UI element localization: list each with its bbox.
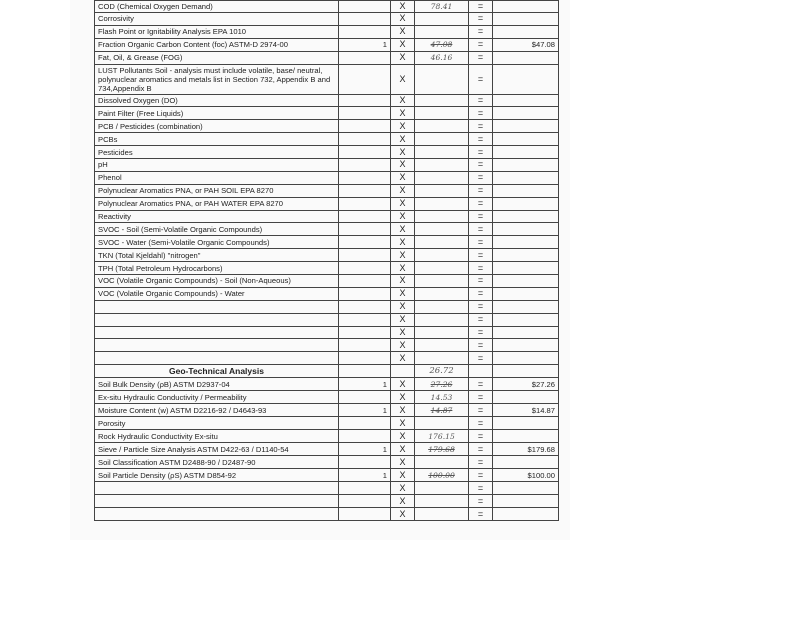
x-mark: X — [391, 352, 415, 365]
equals: = — [469, 456, 493, 469]
unit-price — [415, 133, 469, 146]
total — [493, 352, 559, 365]
desc: Polynuclear Aromatics PNA, or PAH SOIL EPA 8270 — [95, 184, 339, 197]
desc — [95, 352, 339, 365]
x-mark: X — [391, 159, 415, 172]
table-row — [95, 326, 559, 339]
total — [493, 417, 559, 430]
qty — [339, 146, 391, 159]
geo-note: 26.72 — [415, 365, 469, 378]
qty — [339, 275, 391, 288]
table-row — [95, 287, 559, 300]
x-mark: X — [391, 339, 415, 352]
x-mark: X — [391, 25, 415, 38]
qty — [339, 287, 391, 300]
unit-price — [415, 210, 469, 223]
desc: Corrosivity — [95, 13, 339, 26]
unit-price: 176.15 — [415, 430, 469, 443]
total: $100.00 — [493, 469, 559, 482]
desc: Phenol — [95, 171, 339, 184]
x-mark: X — [391, 236, 415, 249]
desc: SVOC - Soil (Semi-Volatile Organic Compounds) — [95, 223, 339, 236]
total — [493, 223, 559, 236]
equals: = — [469, 38, 493, 51]
equals: = — [469, 391, 493, 404]
total — [493, 236, 559, 249]
unit-price — [415, 13, 469, 26]
equals: = — [469, 64, 493, 94]
equals: = — [469, 417, 493, 430]
unit-price — [415, 300, 469, 313]
unit-price — [415, 197, 469, 210]
desc: Soil Classification ASTM D2488-90 / D2487-90 — [95, 456, 339, 469]
total — [493, 262, 559, 275]
equals: = — [469, 94, 493, 107]
desc: TKN (Total Kjeldahl) "nitrogen" — [95, 249, 339, 262]
x-mark: X — [391, 51, 415, 64]
table-row — [95, 249, 559, 262]
unit-price: 100.00 — [415, 469, 469, 482]
total — [493, 326, 559, 339]
x-mark: X — [391, 171, 415, 184]
desc — [95, 495, 339, 508]
geo-title: Geo-Technical Analysis — [95, 365, 339, 378]
qty — [339, 107, 391, 120]
table-row — [95, 456, 559, 469]
desc: Fraction Organic Carbon Content (foc) ASTM-D 2974-00 — [95, 38, 339, 51]
qty — [339, 120, 391, 133]
x-mark: X — [391, 1, 415, 13]
qty — [339, 171, 391, 184]
desc — [95, 508, 339, 521]
x-mark: X — [391, 38, 415, 51]
qty — [339, 223, 391, 236]
unit-price: 47.08 — [415, 38, 469, 51]
unit-price — [415, 417, 469, 430]
table-row — [95, 469, 559, 482]
table-row — [95, 133, 559, 146]
equals: = — [469, 184, 493, 197]
qty: 1 — [339, 378, 391, 391]
x-mark: X — [391, 184, 415, 197]
qty — [339, 495, 391, 508]
table-row — [95, 275, 559, 288]
total — [493, 159, 559, 172]
qty: 1 — [339, 469, 391, 482]
x-mark: X — [391, 508, 415, 521]
table-row — [95, 25, 559, 38]
total — [493, 64, 559, 94]
x-mark: X — [391, 133, 415, 146]
desc: PCB / Pesticides (combination) — [95, 120, 339, 133]
desc: Sieve / Particle Size Analysis ASTM D422-63 / D1140-54 — [95, 443, 339, 456]
x-mark: X — [391, 13, 415, 26]
x-mark: X — [391, 391, 415, 404]
unit-price — [415, 184, 469, 197]
unit-price — [415, 313, 469, 326]
table-row — [95, 300, 559, 313]
total: $27.26 — [493, 378, 559, 391]
desc: VOC (Volatile Organic Compounds) - Water — [95, 287, 339, 300]
unit-price: 46.16 — [415, 51, 469, 64]
total — [493, 287, 559, 300]
desc: Ex-situ Hydraulic Conductivity / Permeability — [95, 391, 339, 404]
unit-price — [415, 262, 469, 275]
x-mark: X — [391, 443, 415, 456]
table-row — [95, 508, 559, 521]
unit-price: 14.87 — [415, 404, 469, 417]
qty — [339, 236, 391, 249]
desc: Paint Filter (Free Liquids) — [95, 107, 339, 120]
analysis-table — [94, 0, 559, 521]
x-mark: X — [391, 469, 415, 482]
qty — [339, 25, 391, 38]
table-row — [95, 378, 559, 391]
desc: LUST Pollutants Soil - analysis must include volatile, base/ neutral, polynuclear aromatics and metals list in Section 732, Appendix B and 734,Appendix B — [95, 64, 339, 94]
unit-price — [415, 495, 469, 508]
total — [493, 275, 559, 288]
table-row — [95, 171, 559, 184]
equals: = — [469, 430, 493, 443]
qty — [339, 249, 391, 262]
desc: pH — [95, 159, 339, 172]
desc: PCBs — [95, 133, 339, 146]
unit-price — [415, 159, 469, 172]
unit-price — [415, 326, 469, 339]
qty — [339, 508, 391, 521]
qty: 1 — [339, 443, 391, 456]
total — [493, 184, 559, 197]
table-row — [95, 313, 559, 326]
qty — [339, 430, 391, 443]
equals: = — [469, 404, 493, 417]
table-row — [95, 236, 559, 249]
unit-price: 78.41 — [415, 1, 469, 13]
equals: = — [469, 171, 493, 184]
total: $179.68 — [493, 443, 559, 456]
qty — [339, 391, 391, 404]
total — [493, 339, 559, 352]
desc: Soil Particle Density (ρS) ASTM D854-92 — [95, 469, 339, 482]
equals: = — [469, 13, 493, 26]
unit-price — [415, 171, 469, 184]
desc: Moisture Content (w) ASTM D2216-92 / D4643-93 — [95, 404, 339, 417]
unit-price — [415, 339, 469, 352]
equals: = — [469, 352, 493, 365]
qty: 1 — [339, 38, 391, 51]
table-row — [95, 430, 559, 443]
desc: Flash Point or Ignitability Analysis EPA 1010 — [95, 25, 339, 38]
total: $47.08 — [493, 38, 559, 51]
desc: TPH (Total Petroleum Hydrocarbons) — [95, 262, 339, 275]
total — [493, 13, 559, 26]
total — [493, 508, 559, 521]
unit-price: 179.68 — [415, 443, 469, 456]
table-row — [95, 443, 559, 456]
total: $14.87 — [493, 404, 559, 417]
table-row — [95, 38, 559, 51]
table-row — [95, 404, 559, 417]
equals: = — [469, 326, 493, 339]
x-mark: X — [391, 249, 415, 262]
x-mark: X — [391, 120, 415, 133]
table-row — [95, 352, 559, 365]
table-row — [95, 391, 559, 404]
equals: = — [469, 133, 493, 146]
equals: = — [469, 287, 493, 300]
x-mark: X — [391, 287, 415, 300]
x-mark: X — [391, 456, 415, 469]
desc: Reactivity — [95, 210, 339, 223]
total — [493, 94, 559, 107]
table-row — [95, 51, 559, 64]
qty — [339, 159, 391, 172]
desc: Rock Hydraulic Conductivity Ex-situ — [95, 430, 339, 443]
desc — [95, 300, 339, 313]
unit-price — [415, 236, 469, 249]
desc — [95, 339, 339, 352]
equals: = — [469, 469, 493, 482]
qty — [339, 1, 391, 13]
qty — [339, 262, 391, 275]
x-mark: X — [391, 197, 415, 210]
unit-price — [415, 482, 469, 495]
equals: = — [469, 378, 493, 391]
equals: = — [469, 508, 493, 521]
total — [493, 133, 559, 146]
equals: = — [469, 313, 493, 326]
x-mark: X — [391, 300, 415, 313]
total — [493, 171, 559, 184]
x-mark: X — [391, 430, 415, 443]
x-mark: X — [391, 275, 415, 288]
desc — [95, 313, 339, 326]
equals: = — [469, 249, 493, 262]
desc: SVOC - Water (Semi-Volatile Organic Compounds) — [95, 236, 339, 249]
qty — [339, 13, 391, 26]
qty — [339, 94, 391, 107]
table-row — [95, 184, 559, 197]
x-mark: X — [391, 313, 415, 326]
equals: = — [469, 51, 493, 64]
desc: Dissolved Oxygen (DO) — [95, 94, 339, 107]
x-mark: X — [391, 495, 415, 508]
desc: Porosity — [95, 417, 339, 430]
table-row — [95, 13, 559, 26]
x-mark: X — [391, 482, 415, 495]
table-row — [95, 146, 559, 159]
table-row — [95, 1, 559, 13]
equals: = — [469, 482, 493, 495]
equals: = — [469, 262, 493, 275]
desc: COD (Chemical Oxygen Demand) — [95, 1, 339, 13]
unit-price — [415, 94, 469, 107]
qty — [339, 133, 391, 146]
desc: Fat, Oil, & Grease (FOG) — [95, 51, 339, 64]
x-mark: X — [391, 94, 415, 107]
total — [493, 300, 559, 313]
unit-price — [415, 146, 469, 159]
total — [493, 391, 559, 404]
unit-price — [415, 456, 469, 469]
price-sheet — [94, 0, 558, 522]
qty — [339, 313, 391, 326]
qty — [339, 210, 391, 223]
unit-price — [415, 352, 469, 365]
total — [493, 197, 559, 210]
total — [493, 495, 559, 508]
qty — [339, 456, 391, 469]
unit-price — [415, 25, 469, 38]
qty — [339, 417, 391, 430]
table-row — [95, 223, 559, 236]
table-row — [95, 417, 559, 430]
table-row — [95, 107, 559, 120]
total — [493, 146, 559, 159]
qty — [339, 300, 391, 313]
total — [493, 1, 559, 13]
unit-price: 14.53 — [415, 391, 469, 404]
table-row — [95, 482, 559, 495]
desc: VOC (Volatile Organic Compounds) - Soil (Non-Aqueous) — [95, 275, 339, 288]
qty: 1 — [339, 404, 391, 417]
total — [493, 249, 559, 262]
total — [493, 456, 559, 469]
unit-price — [415, 107, 469, 120]
total — [493, 120, 559, 133]
total — [493, 430, 559, 443]
equals: = — [469, 1, 493, 13]
equals: = — [469, 300, 493, 313]
table-row — [95, 120, 559, 133]
qty — [339, 352, 391, 365]
x-mark: X — [391, 378, 415, 391]
qty — [339, 64, 391, 94]
x-mark: X — [391, 64, 415, 94]
x-mark: X — [391, 107, 415, 120]
equals: = — [469, 107, 493, 120]
desc — [95, 482, 339, 495]
x-mark: X — [391, 326, 415, 339]
equals: = — [469, 223, 493, 236]
equals: = — [469, 339, 493, 352]
x-mark: X — [391, 404, 415, 417]
equals: = — [469, 159, 493, 172]
qty — [339, 197, 391, 210]
equals: = — [469, 197, 493, 210]
unit-price — [415, 275, 469, 288]
table-row — [95, 94, 559, 107]
desc: Polynuclear Aromatics PNA, or PAH WATER EPA 8270 — [95, 197, 339, 210]
qty — [339, 339, 391, 352]
qty — [339, 51, 391, 64]
unit-price — [415, 508, 469, 521]
total — [493, 107, 559, 120]
x-mark: X — [391, 262, 415, 275]
equals: = — [469, 275, 493, 288]
total — [493, 482, 559, 495]
table-row — [95, 262, 559, 275]
equals: = — [469, 146, 493, 159]
total — [493, 25, 559, 38]
table-row — [95, 210, 559, 223]
table-row — [95, 64, 559, 94]
total — [493, 51, 559, 64]
total — [493, 210, 559, 223]
desc: Pesticides — [95, 146, 339, 159]
desc: Soil Bulk Density (ρB) ASTM D2937-04 — [95, 378, 339, 391]
x-mark: X — [391, 417, 415, 430]
total — [493, 313, 559, 326]
unit-price — [415, 287, 469, 300]
table-row — [95, 159, 559, 172]
table-row — [95, 495, 559, 508]
equals: = — [469, 236, 493, 249]
x-mark: X — [391, 146, 415, 159]
equals: = — [469, 443, 493, 456]
equals: = — [469, 25, 493, 38]
unit-price — [415, 64, 469, 94]
geo-section-row — [95, 365, 559, 378]
qty — [339, 482, 391, 495]
equals: = — [469, 120, 493, 133]
unit-price: 27.26 — [415, 378, 469, 391]
table-row — [95, 339, 559, 352]
x-mark: X — [391, 210, 415, 223]
equals: = — [469, 210, 493, 223]
unit-price — [415, 249, 469, 262]
table-row — [95, 197, 559, 210]
qty — [339, 184, 391, 197]
x-mark: X — [391, 223, 415, 236]
unit-price — [415, 223, 469, 236]
qty — [339, 326, 391, 339]
equals: = — [469, 495, 493, 508]
unit-price — [415, 120, 469, 133]
desc — [95, 326, 339, 339]
